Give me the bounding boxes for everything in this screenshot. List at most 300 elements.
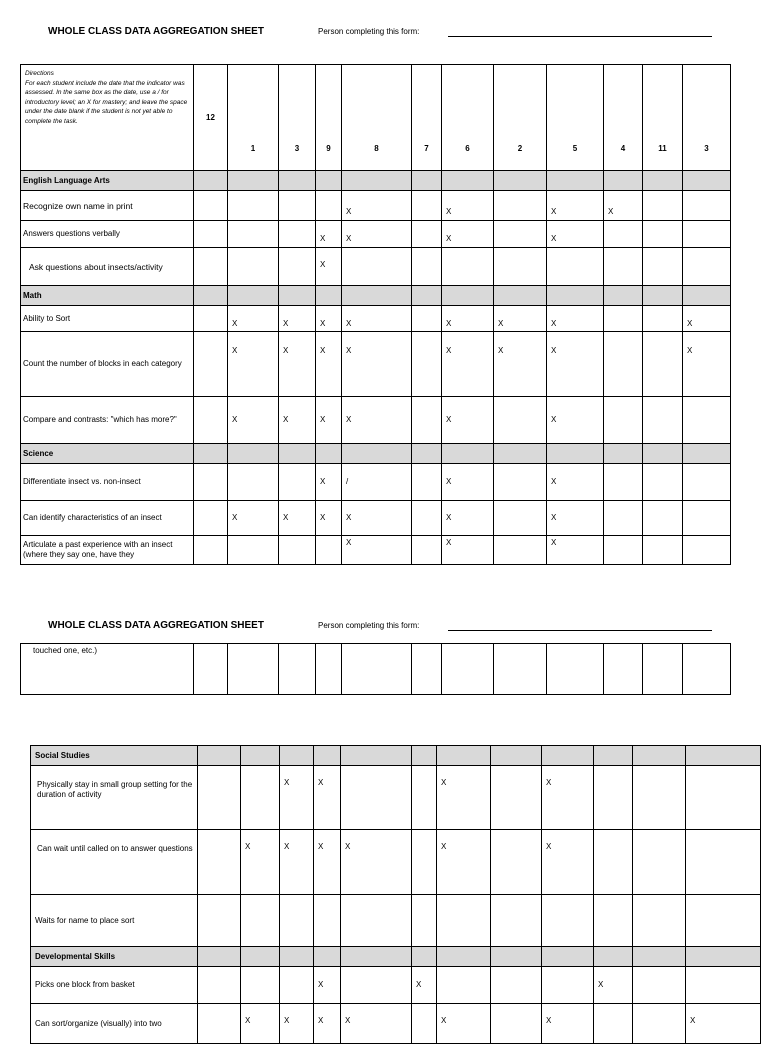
assessment-cell[interactable]: [194, 332, 228, 397]
assessment-cell[interactable]: X: [683, 306, 731, 332]
assessment-cell[interactable]: X: [542, 1004, 594, 1044]
assessment-cell[interactable]: [342, 644, 412, 695]
assessment-cell[interactable]: [279, 221, 316, 248]
assessment-cell[interactable]: X: [342, 306, 412, 332]
section-header-cell: [542, 746, 594, 766]
assessment-cell[interactable]: X: [547, 306, 604, 332]
section-header-row: [31, 746, 761, 766]
assessment-cell[interactable]: [686, 830, 761, 895]
assessment-cell[interactable]: [594, 830, 633, 895]
assessment-cell[interactable]: [412, 501, 442, 536]
assessment-cell[interactable]: X: [342, 221, 412, 248]
student-column-header: 9: [316, 65, 342, 171]
assessment-cell[interactable]: [643, 644, 683, 695]
assessment-cell[interactable]: X: [342, 501, 412, 536]
indicator-label: Waits for name to place sort: [31, 895, 198, 947]
section-header-cell: [228, 171, 279, 191]
assessment-cell[interactable]: X: [604, 191, 643, 221]
assessment-cell[interactable]: [241, 895, 280, 947]
assessment-cell[interactable]: [594, 895, 633, 947]
assessment-cell[interactable]: X: [442, 501, 494, 536]
student-column-header: 8: [342, 65, 412, 171]
assessment-cell[interactable]: [194, 464, 228, 501]
section-title: Math: [21, 286, 194, 306]
assessment-cell[interactable]: [542, 967, 594, 1004]
section-header-cell: [412, 286, 442, 306]
section-title: Science: [21, 444, 194, 464]
social-developmental-table: [30, 745, 761, 1044]
assessment-cell[interactable]: [412, 191, 442, 221]
assessment-cell[interactable]: [594, 766, 633, 830]
assessment-cell[interactable]: [686, 895, 761, 947]
assessment-cell[interactable]: [342, 248, 412, 286]
assessment-cell[interactable]: [198, 895, 241, 947]
student-column-header: 7: [412, 65, 442, 171]
assessment-cell[interactable]: [686, 967, 761, 1004]
section-header-cell: [494, 444, 547, 464]
assessment-cell[interactable]: [494, 501, 547, 536]
continued-row: [21, 644, 731, 695]
continued-label: touched one, etc.): [21, 644, 194, 695]
assessment-cell[interactable]: X: [314, 830, 341, 895]
section-header-row: [21, 444, 731, 464]
assessment-cell[interactable]: [491, 895, 542, 947]
assessment-cell[interactable]: X: [314, 1004, 341, 1044]
section-header-cell: [412, 947, 437, 967]
section-header-cell: [228, 444, 279, 464]
indicator-label: Differentiate insect vs. non-insect: [21, 464, 194, 501]
assessment-cell[interactable]: [683, 248, 731, 286]
assessment-cell[interactable]: [604, 332, 643, 397]
indicator-row: [21, 501, 731, 536]
section-header-cell: [228, 286, 279, 306]
student-column-header: 3: [683, 65, 731, 171]
section-header-cell: [279, 444, 316, 464]
section-header-cell: [686, 947, 761, 967]
assessment-cell[interactable]: [633, 830, 686, 895]
assessment-cell[interactable]: [241, 967, 280, 1004]
assessment-cell[interactable]: X: [341, 1004, 412, 1044]
assessment-cell[interactable]: X: [594, 967, 633, 1004]
assessment-cell[interactable]: X: [547, 332, 604, 397]
assessment-cell[interactable]: [643, 191, 683, 221]
indicator-row: [31, 766, 761, 830]
indicator-row: [21, 332, 731, 397]
student-column-header: 12: [194, 65, 228, 171]
assessment-cell[interactable]: X: [547, 191, 604, 221]
assessment-cell[interactable]: [194, 501, 228, 536]
indicator-row: [21, 306, 731, 332]
assessment-cell[interactable]: X: [442, 306, 494, 332]
assessment-cell[interactable]: X: [280, 766, 314, 830]
indicator-row: [31, 967, 761, 1004]
assessment-cell[interactable]: [194, 644, 228, 695]
assessment-cell[interactable]: [683, 536, 731, 565]
assessment-cell[interactable]: X: [412, 967, 437, 1004]
column-header-row: [21, 65, 731, 171]
assessment-cell[interactable]: [194, 536, 228, 565]
assessment-cell[interactable]: [228, 464, 279, 501]
sheet-title: WHOLE CLASS DATA AGGREGATION SHEET: [48, 26, 264, 37]
assessment-cell[interactable]: X: [437, 766, 491, 830]
section-header-cell: [341, 746, 412, 766]
section-header-cell: [314, 947, 341, 967]
indicator-label: Can wait until called on to answer questions: [31, 830, 198, 895]
continuation-table: [20, 643, 731, 695]
assessment-cell[interactable]: X: [547, 464, 604, 501]
indicator-label: Can sort/organize (visually) into two: [31, 1004, 198, 1044]
assessment-cell[interactable]: X: [547, 536, 604, 565]
section-header-cell: [542, 947, 594, 967]
assessment-cell[interactable]: [228, 221, 279, 248]
assessment-cell[interactable]: [494, 644, 547, 695]
assessment-cell[interactable]: [228, 248, 279, 286]
assessment-cell[interactable]: [316, 191, 342, 221]
section-header-cell: [437, 947, 491, 967]
assessment-cell[interactable]: [341, 967, 412, 1004]
assessment-cell[interactable]: [194, 248, 228, 286]
assessment-cell[interactable]: [194, 306, 228, 332]
assessment-cell[interactable]: X: [314, 766, 341, 830]
section-header-cell: [241, 746, 280, 766]
sheet-title: WHOLE CLASS DATA AGGREGATION SHEET: [48, 620, 264, 631]
section-header-cell: [494, 171, 547, 191]
indicator-label: Ask questions about insects/activity: [21, 248, 194, 286]
section-header-cell: [547, 171, 604, 191]
assessment-cell[interactable]: X: [228, 397, 279, 444]
assessment-cell[interactable]: [279, 464, 316, 501]
section-header-cell: [633, 746, 686, 766]
section-header-cell: [279, 171, 316, 191]
assessment-cell[interactable]: X: [228, 501, 279, 536]
section-header-cell: [198, 746, 241, 766]
assessment-cell[interactable]: /: [342, 464, 412, 501]
assessment-cell[interactable]: [643, 397, 683, 444]
assessment-cell[interactable]: X: [316, 306, 342, 332]
assessment-cell[interactable]: X: [442, 221, 494, 248]
section-header-cell: [594, 746, 633, 766]
assessment-cell[interactable]: [228, 191, 279, 221]
section-header-row: [21, 286, 731, 306]
assessment-cell[interactable]: [604, 536, 643, 565]
assessment-cell[interactable]: [683, 464, 731, 501]
assessment-cell[interactable]: X: [494, 332, 547, 397]
assessment-cell[interactable]: X: [316, 397, 342, 444]
assessment-cell[interactable]: X: [442, 332, 494, 397]
assessment-cell[interactable]: [279, 644, 316, 695]
assessment-cell[interactable]: [198, 830, 241, 895]
assessment-cell[interactable]: X: [316, 464, 342, 501]
assessment-cell[interactable]: [547, 248, 604, 286]
assessment-cell[interactable]: X: [279, 306, 316, 332]
assessment-cell[interactable]: [241, 766, 280, 830]
assessment-cell[interactable]: X: [342, 536, 412, 565]
assessment-cell[interactable]: [604, 501, 643, 536]
assessment-cell[interactable]: [412, 464, 442, 501]
assessment-cell[interactable]: [604, 464, 643, 501]
section-header-cell: [194, 171, 228, 191]
indicator-row: [21, 248, 731, 286]
section-header-cell: [494, 286, 547, 306]
section-header-cell: [604, 444, 643, 464]
indicator-row: [21, 221, 731, 248]
assessment-cell[interactable]: [494, 221, 547, 248]
section-header-cell: [547, 444, 604, 464]
assessment-cell[interactable]: X: [437, 830, 491, 895]
assessment-cell[interactable]: [683, 221, 731, 248]
indicator-row: [31, 895, 761, 947]
section-header-cell: [316, 171, 342, 191]
section-header-cell: [412, 171, 442, 191]
directions-text: Directions For each student include the date that the indicator was assessed. In the same box as the date, use a / for introductory level; an X for mastery; and leave the space under the date blank if the student is not yet able to complete the task.: [25, 70, 188, 125]
assessment-cell[interactable]: [194, 397, 228, 444]
section-header-cell: [547, 286, 604, 306]
assessment-cell[interactable]: X: [542, 766, 594, 830]
assessment-cell[interactable]: [604, 221, 643, 248]
assessment-cell[interactable]: [494, 248, 547, 286]
student-column-header: 3: [279, 65, 316, 171]
assessment-cell[interactable]: [412, 830, 437, 895]
student-column-header: 5: [547, 65, 604, 171]
assessment-cell[interactable]: [604, 397, 643, 444]
person-completing-label: Person completing this form:: [318, 621, 420, 630]
assessment-cell[interactable]: X: [314, 967, 341, 1004]
section-header-cell: [194, 444, 228, 464]
indicator-label: Can identify characteristics of an insect: [21, 501, 194, 536]
assessment-cell[interactable]: [643, 221, 683, 248]
section-header-cell: [316, 444, 342, 464]
assessment-cell[interactable]: [643, 306, 683, 332]
assessment-cell[interactable]: [412, 306, 442, 332]
section-header-cell: [643, 171, 683, 191]
assessment-cell[interactable]: X: [279, 397, 316, 444]
assessment-cell[interactable]: [683, 397, 731, 444]
assessment-cell[interactable]: [643, 332, 683, 397]
section-header-cell: [442, 286, 494, 306]
assessment-cell[interactable]: [198, 766, 241, 830]
assessment-cell[interactable]: [643, 536, 683, 565]
section-header-cell: [491, 947, 542, 967]
section-title: English Language Arts: [21, 171, 194, 191]
person-completing-label: Person completing this form:: [318, 27, 420, 36]
indicator-row: [21, 191, 731, 221]
indicator-label: Answers questions verbally: [21, 221, 194, 248]
assessment-cell[interactable]: [412, 644, 442, 695]
assessment-cell[interactable]: X: [279, 332, 316, 397]
assessment-cell[interactable]: [412, 332, 442, 397]
section-header-cell: [491, 746, 542, 766]
assessment-cell[interactable]: [279, 536, 316, 565]
assessment-cell[interactable]: X: [547, 397, 604, 444]
page1-header: [0, 26, 768, 46]
assessment-cell[interactable]: [341, 895, 412, 947]
section-header-cell: [442, 171, 494, 191]
assessment-cell[interactable]: [542, 895, 594, 947]
assessment-cell[interactable]: X: [316, 332, 342, 397]
section-header-cell: [342, 444, 412, 464]
section-header-cell: [314, 746, 341, 766]
assessment-cell[interactable]: [194, 221, 228, 248]
assessment-cell[interactable]: [412, 397, 442, 444]
section-header-cell: [442, 444, 494, 464]
assessment-cell[interactable]: [683, 501, 731, 536]
assessment-cell[interactable]: [643, 501, 683, 536]
student-column-header: 4: [604, 65, 643, 171]
section-header-cell: [341, 947, 412, 967]
assessment-cell[interactable]: X: [547, 501, 604, 536]
assessment-cell[interactable]: [442, 644, 494, 695]
indicator-label: Compare and contrasts: "which has more?": [21, 397, 194, 444]
page2-header: [0, 620, 768, 640]
assessment-cell[interactable]: [279, 248, 316, 286]
section-header-row: [21, 171, 731, 191]
section-header-cell: [643, 286, 683, 306]
indicator-label: Count the number of blocks in each category: [21, 332, 194, 397]
assessment-cell[interactable]: [604, 306, 643, 332]
assessment-cell[interactable]: X: [542, 830, 594, 895]
assessment-cell[interactable]: X: [241, 830, 280, 895]
assessment-cell[interactable]: [633, 766, 686, 830]
assessment-cell[interactable]: [412, 221, 442, 248]
section-header-cell: [633, 947, 686, 967]
assessment-cell[interactable]: X: [494, 306, 547, 332]
data-aggregation-table: [20, 64, 731, 565]
section-title: Developmental Skills: [31, 947, 198, 967]
section-header-cell: [241, 947, 280, 967]
assessment-cell[interactable]: [314, 895, 341, 947]
indicator-label: Ability to Sort: [21, 306, 194, 332]
section-header-cell: [683, 171, 731, 191]
section-header-cell: [194, 286, 228, 306]
assessment-cell[interactable]: [280, 967, 314, 1004]
section-header-cell: [342, 171, 412, 191]
section-header-cell: [437, 746, 491, 766]
student-column-header: 6: [442, 65, 494, 171]
section-header-row: [31, 947, 761, 967]
assessment-cell[interactable]: [643, 248, 683, 286]
section-header-cell: [604, 171, 643, 191]
assessment-cell[interactable]: X: [342, 397, 412, 444]
assessment-cell[interactable]: [494, 536, 547, 565]
section-header-cell: [412, 444, 442, 464]
assessment-cell[interactable]: [341, 766, 412, 830]
assessment-cell[interactable]: X: [437, 1004, 491, 1044]
assessment-cell[interactable]: [316, 644, 342, 695]
assessment-cell[interactable]: X: [341, 830, 412, 895]
assessment-cell[interactable]: X: [686, 1004, 761, 1044]
section-header-cell: [316, 286, 342, 306]
assessment-cell[interactable]: X: [442, 191, 494, 221]
section-header-cell: [279, 286, 316, 306]
assessment-cell[interactable]: X: [228, 306, 279, 332]
assessment-cell[interactable]: X: [442, 397, 494, 444]
indicator-label: Articulate a past experience with an insect (where they say one, have they: [21, 536, 194, 565]
assessment-cell[interactable]: [494, 397, 547, 444]
assessment-cell[interactable]: [437, 967, 491, 1004]
assessment-cell[interactable]: X: [241, 1004, 280, 1044]
section-header-cell: [198, 947, 241, 967]
assessment-cell[interactable]: X: [442, 536, 494, 565]
section-header-cell: [604, 286, 643, 306]
assessment-cell[interactable]: X: [342, 191, 412, 221]
assessment-cell[interactable]: [442, 248, 494, 286]
assessment-cell[interactable]: [604, 644, 643, 695]
assessment-cell[interactable]: [437, 895, 491, 947]
assessment-cell[interactable]: [279, 191, 316, 221]
indicator-label: Picks one block from basket: [31, 967, 198, 1004]
assessment-cell[interactable]: [604, 248, 643, 286]
assessment-cell[interactable]: X: [316, 248, 342, 286]
assessment-cell[interactable]: X: [228, 332, 279, 397]
indicator-row: [31, 830, 761, 895]
assessment-cell[interactable]: [683, 644, 731, 695]
student-column-header: 11: [643, 65, 683, 171]
indicator-label: Physically stay in small group setting for the duration of activity: [31, 766, 198, 830]
indicator-row: [21, 536, 731, 565]
assessment-cell[interactable]: [280, 895, 314, 947]
assessment-cell[interactable]: [228, 644, 279, 695]
section-header-cell: [683, 286, 731, 306]
assessment-cell[interactable]: [198, 967, 241, 1004]
assessment-cell[interactable]: [194, 191, 228, 221]
assessment-cell[interactable]: [683, 191, 731, 221]
section-header-cell: [412, 746, 437, 766]
section-title: Social Studies: [31, 746, 198, 766]
assessment-cell[interactable]: [547, 644, 604, 695]
assessment-cell[interactable]: [491, 967, 542, 1004]
assessment-cell[interactable]: X: [316, 221, 342, 248]
assessment-cell[interactable]: [412, 248, 442, 286]
section-header-cell: [686, 746, 761, 766]
assessment-cell[interactable]: [491, 830, 542, 895]
assessment-cell[interactable]: [686, 766, 761, 830]
assessment-cell[interactable]: [412, 536, 442, 565]
assessment-cell[interactable]: X: [280, 830, 314, 895]
assessment-cell[interactable]: [633, 895, 686, 947]
assessment-cell[interactable]: [412, 895, 437, 947]
assessment-cell[interactable]: X: [342, 332, 412, 397]
assessment-cell[interactable]: X: [442, 464, 494, 501]
section-header-cell: [594, 947, 633, 967]
assessment-cell[interactable]: [228, 536, 279, 565]
section-header-cell: [683, 444, 731, 464]
indicator-label: Recognize own name in print: [21, 191, 194, 221]
person-completing-field[interactable]: [448, 630, 712, 631]
assessment-cell[interactable]: X: [683, 332, 731, 397]
student-column-header: 1: [228, 65, 279, 171]
student-column-header: 2: [494, 65, 547, 171]
assessment-cell[interactable]: X: [279, 501, 316, 536]
indicator-row: [21, 397, 731, 444]
section-header-cell: [342, 286, 412, 306]
assessment-cell[interactable]: [494, 464, 547, 501]
assessment-cell[interactable]: [491, 766, 542, 830]
assessment-cell[interactable]: X: [316, 501, 342, 536]
assessment-cell[interactable]: [412, 766, 437, 830]
assessment-cell[interactable]: [494, 191, 547, 221]
assessment-cell[interactable]: [633, 967, 686, 1004]
assessment-cell[interactable]: [316, 536, 342, 565]
person-completing-field[interactable]: [448, 36, 712, 37]
assessment-cell[interactable]: X: [547, 221, 604, 248]
assessment-cell[interactable]: [643, 464, 683, 501]
section-header-cell: [280, 746, 314, 766]
indicator-row: [21, 464, 731, 501]
assessment-cell[interactable]: X: [280, 1004, 314, 1044]
directions-cell: [21, 65, 194, 171]
section-header-cell: [280, 947, 314, 967]
section-header-cell: [643, 444, 683, 464]
